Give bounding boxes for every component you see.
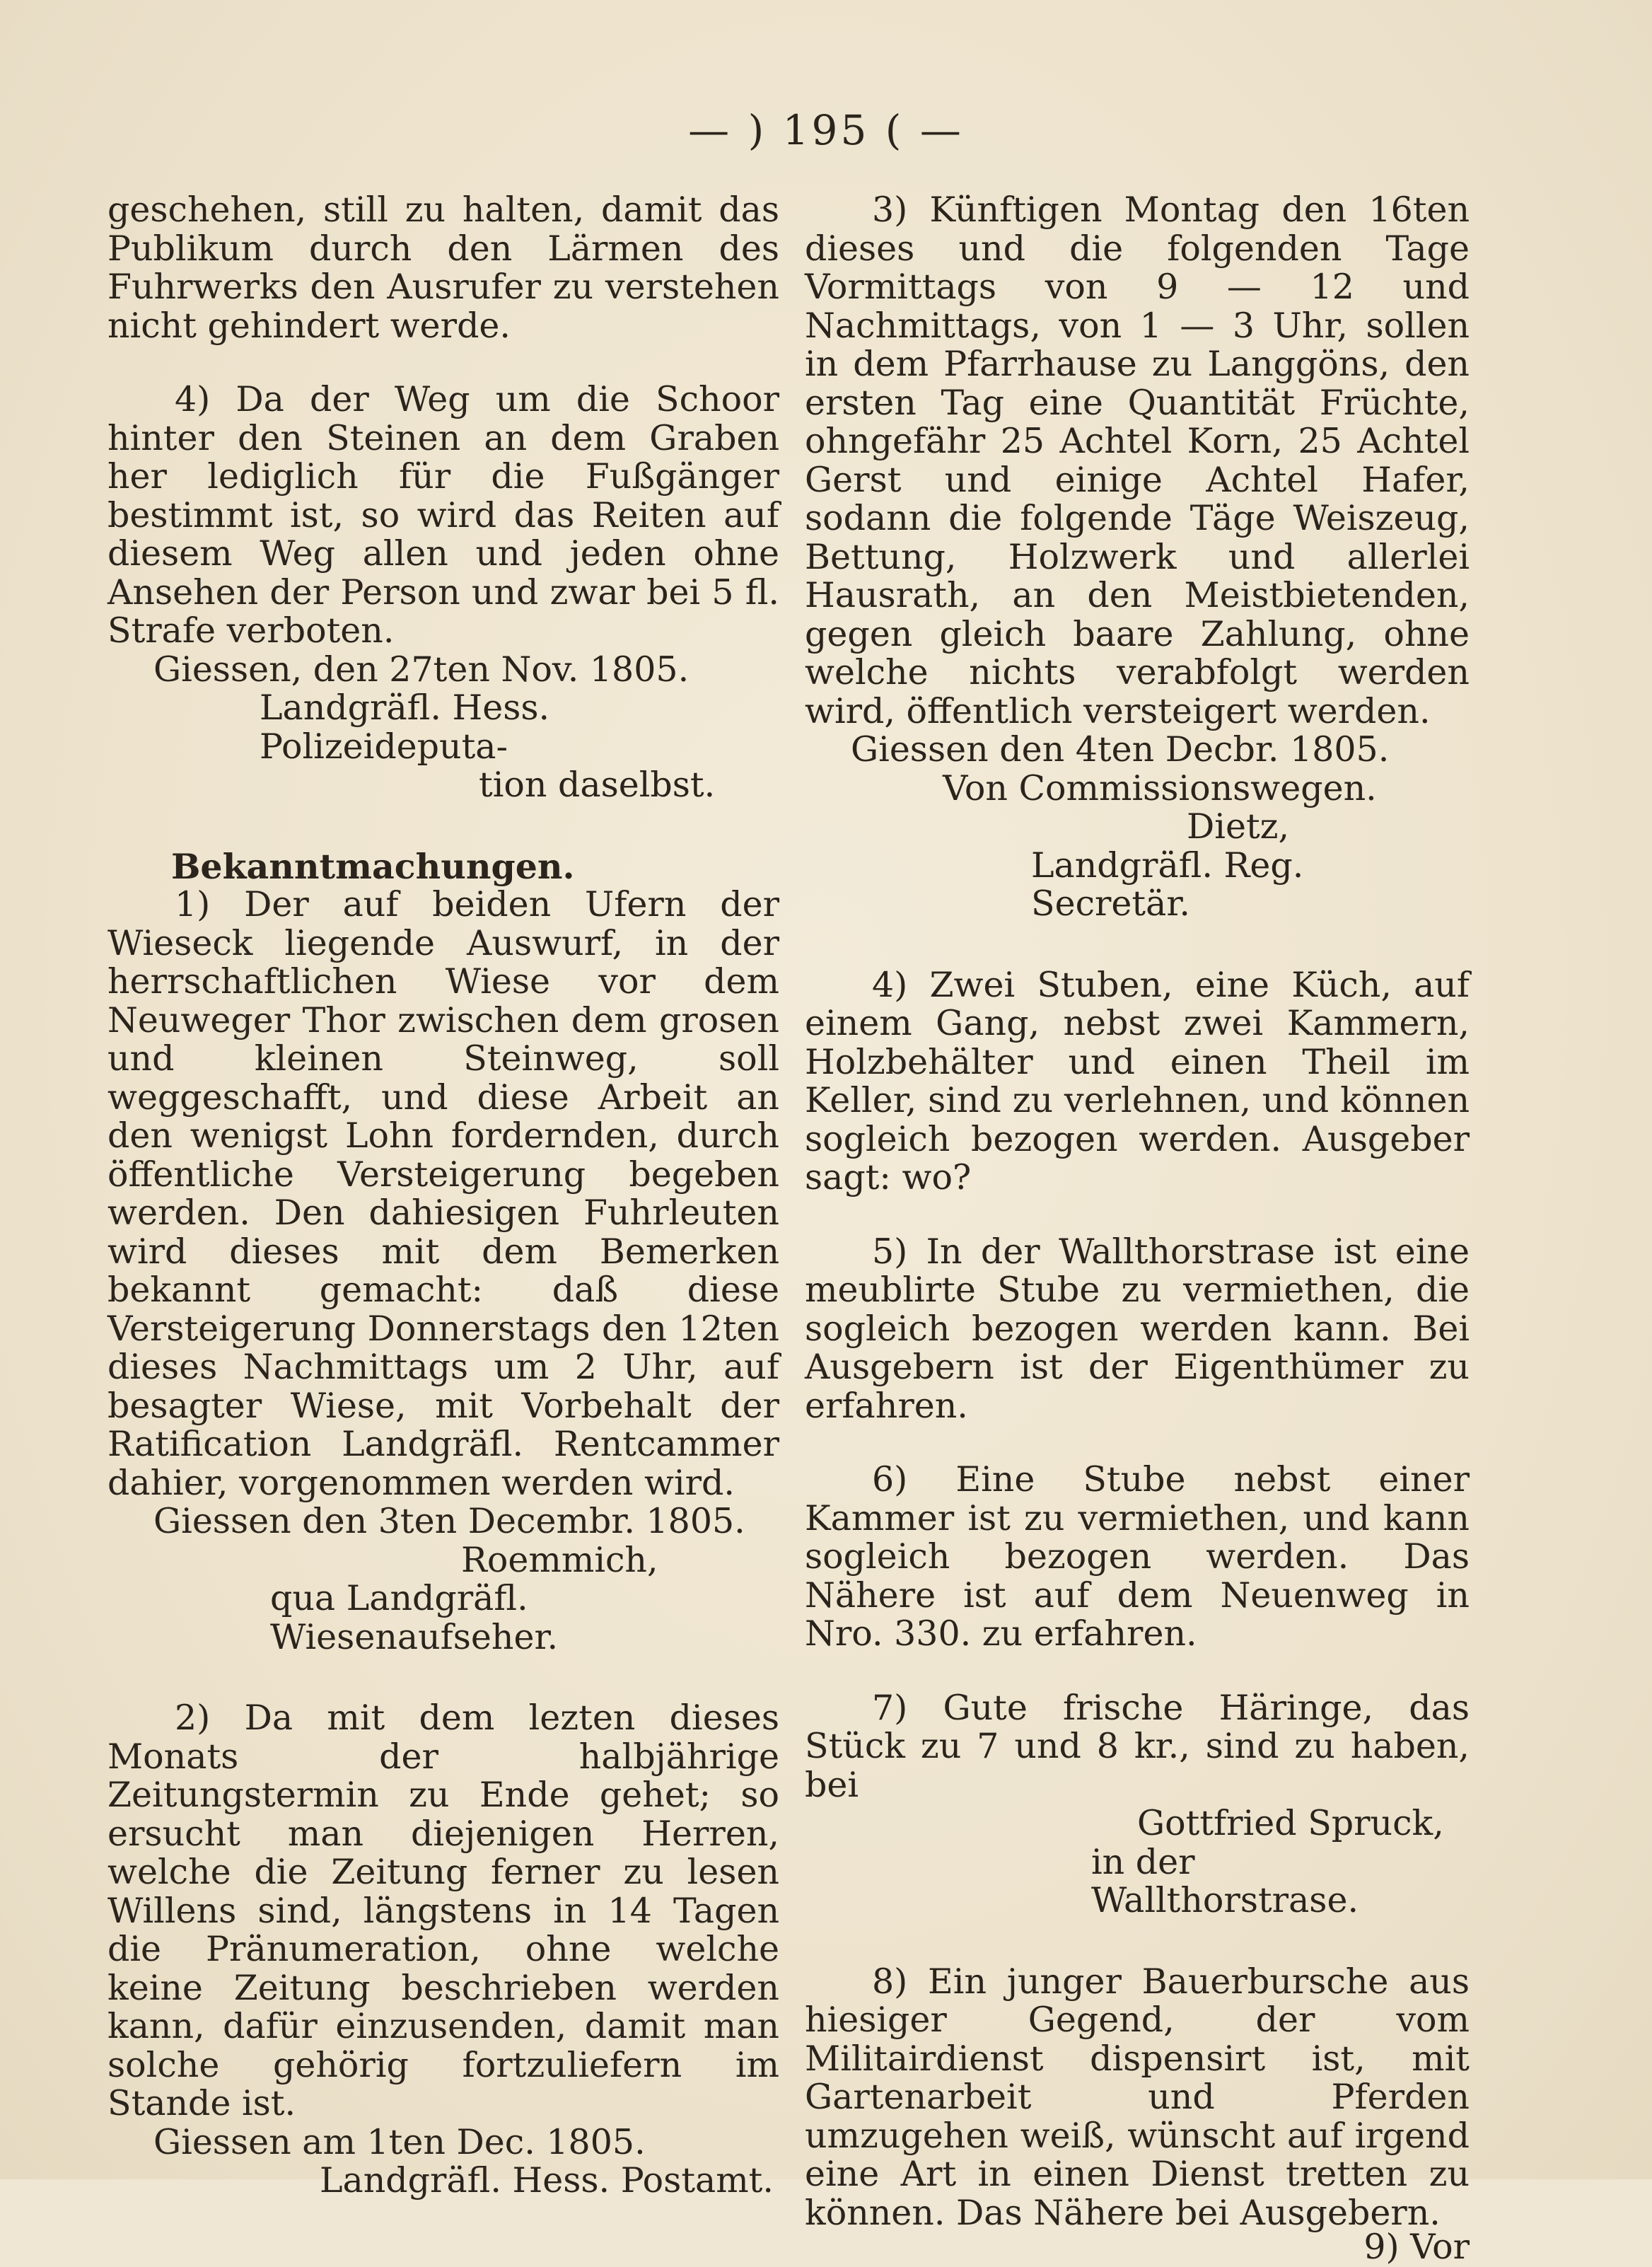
signature-line: Landgräfl. Hess. Polizeideputa-: [260, 688, 550, 767]
notice-text: 7) Gute frische Häringe, das Stück zu 7 und 8 kr., sind zu haben, bei: [805, 1687, 1470, 1805]
section-heading: Bekanntmachungen.: [171, 845, 575, 887]
continued-paragraph: geschehen, still zu halten, damit das Publikum durch den Lärmen des Fuhrwerks den Ausrufer zu verstehen nicht gehindert werde.: [107, 190, 779, 346]
left-column: [107, 191, 779, 2243]
place-date: Giessen, den 27ten Nov. 1805.: [153, 649, 690, 690]
notice-7: [805, 1689, 1470, 1920]
notice-4-right: 4) Zwei Stuben, eine Küch, auf einem Gang, nebst zwei Kammern, Holzbehälter und einen Theil im Keller, sind zu verlehnen, und können sogleich bezogen werden. Ausgeber sagt: wo?: [805, 964, 1470, 1198]
notice-5: 5) In der Wallthorstrase ist eine meublirte Stube zu vermiethen, die sogleich bezogen werden kann. Bei Ausgebern ist der Eigenthümer zu erfahren.: [805, 1231, 1470, 1426]
signature-line: Roemmich,: [461, 1539, 658, 1580]
signature-line: in der Wallthorstrase.: [1091, 1841, 1359, 1920]
signature-line: tion daselbst.: [479, 765, 716, 805]
signature-line: Landgräfl. Hess. Postamt.: [320, 2160, 774, 2201]
notice-2: [107, 1699, 779, 2201]
notice-text: 4) Da der Weg um die Schoor hinter den Steinen an dem Graben her lediglich für die Fußgänger bestimmt ist, so wird das Reiten auf diesem Weg allen und jeden ohne Ansehen der Person und zwar bei 5 fl. Strafe verboten.: [107, 379, 779, 651]
notice-text: 3) Künftigen Montag den 16ten dieses und die folgenden Tage Vormittags von 9 — 12 und Nachmittags, von 1 — 3 Uhr, sollen in dem Pfarrhause zu Langgöns, den ersten Tag eine Quantität Früchte, ohngefähr 25 Achtel Korn, 25 Achtel Gerst und einige Achtel Hafer, sodann die folgende Täge Weiszeug, Bettung, Holzwerk und allerlei Hausrath, an den Meistbietenden, gegen gleich baare Zahlung, ohne welche nichts verabfolgt werden wird, öffentlich versteigert werden.: [805, 190, 1470, 731]
notice-8: 8) Ein junger Bauerbursche aus hiesiger Gegend, der vom Militairdienst dispensirt ist, mit Gartenarbeit und Pferden umzugehen weiß, wünscht auf irgend eine Art in einen Dienst tretten zu können. Das Nähere bei Ausgebern.: [805, 1961, 1470, 2233]
notice-4-left: [107, 381, 779, 805]
signature-line: Landgräfl. Reg. Secretär.: [1031, 845, 1304, 924]
signature-line: Von Commissionswegen.: [943, 767, 1377, 808]
right-column: [805, 191, 1470, 2267]
catchword: 9) Vor: [1363, 2227, 1470, 2267]
page-number: — ) 195 ( —: [688, 106, 964, 154]
notice-text: 2) Da mit dem lezten dieses Monats der halbjährige Zeitungstermin zu Ende gehet; so ersucht man diejenigen Herren, welche die Zeitung ferner zu lesen Willens sind, längstens in 14 Tagen die Pränumeration, ohne welche keine Zeitung beschrieben werden kann, dafür einzusenden, damit man solche gehörig fortzuliefern im Stande ist.: [107, 1698, 779, 2123]
notice-6: 6) Eine Stube nebst einer Kammer ist zu vermiethen, und kann sogleich bezogen werden. Das Nähere ist auf dem Neuenweg in Nro. 330. zu erfahren.: [805, 1459, 1470, 1654]
place-date: Giessen den 3ten Decembr. 1805.: [153, 1501, 745, 1541]
place-date: Giessen den 4ten Decbr. 1805.: [851, 729, 1390, 770]
place-date: Giessen am 1ten Dec. 1805.: [153, 2121, 646, 2162]
signature-line: Dietz,: [1187, 806, 1290, 847]
signature-line: Gottfried Spruck,: [1137, 1803, 1444, 1843]
signature-line: qua Landgräfl. Wiesenaufseher.: [270, 1578, 559, 1657]
notice-1: [107, 886, 779, 1657]
notice-3: [805, 191, 1470, 924]
notice-text: 1) Der auf beiden Ufern der Wieseck liegende Auswurf, in der herrschaftlichen Wiese vor dem Neuweger Thor zwischen dem grosen und kleinen Steinweg, soll weggeschafft, und diese Arbeit an den wenigst Lohn fordernden, durch öffentliche Versteigerung begeben werden. Den dahiesigen Fuhrleuten wird dieses mit dem Bemerken bekannt gemacht: daß diese Versteigerung Donnerstags den 12ten dieses Nachmittags um 2 Uhr, auf besagter Wiese, mit Vorbehalt der Ratification Landgräfl. Rentcammer dahier, vorgenommen werden wird.: [107, 884, 779, 1503]
